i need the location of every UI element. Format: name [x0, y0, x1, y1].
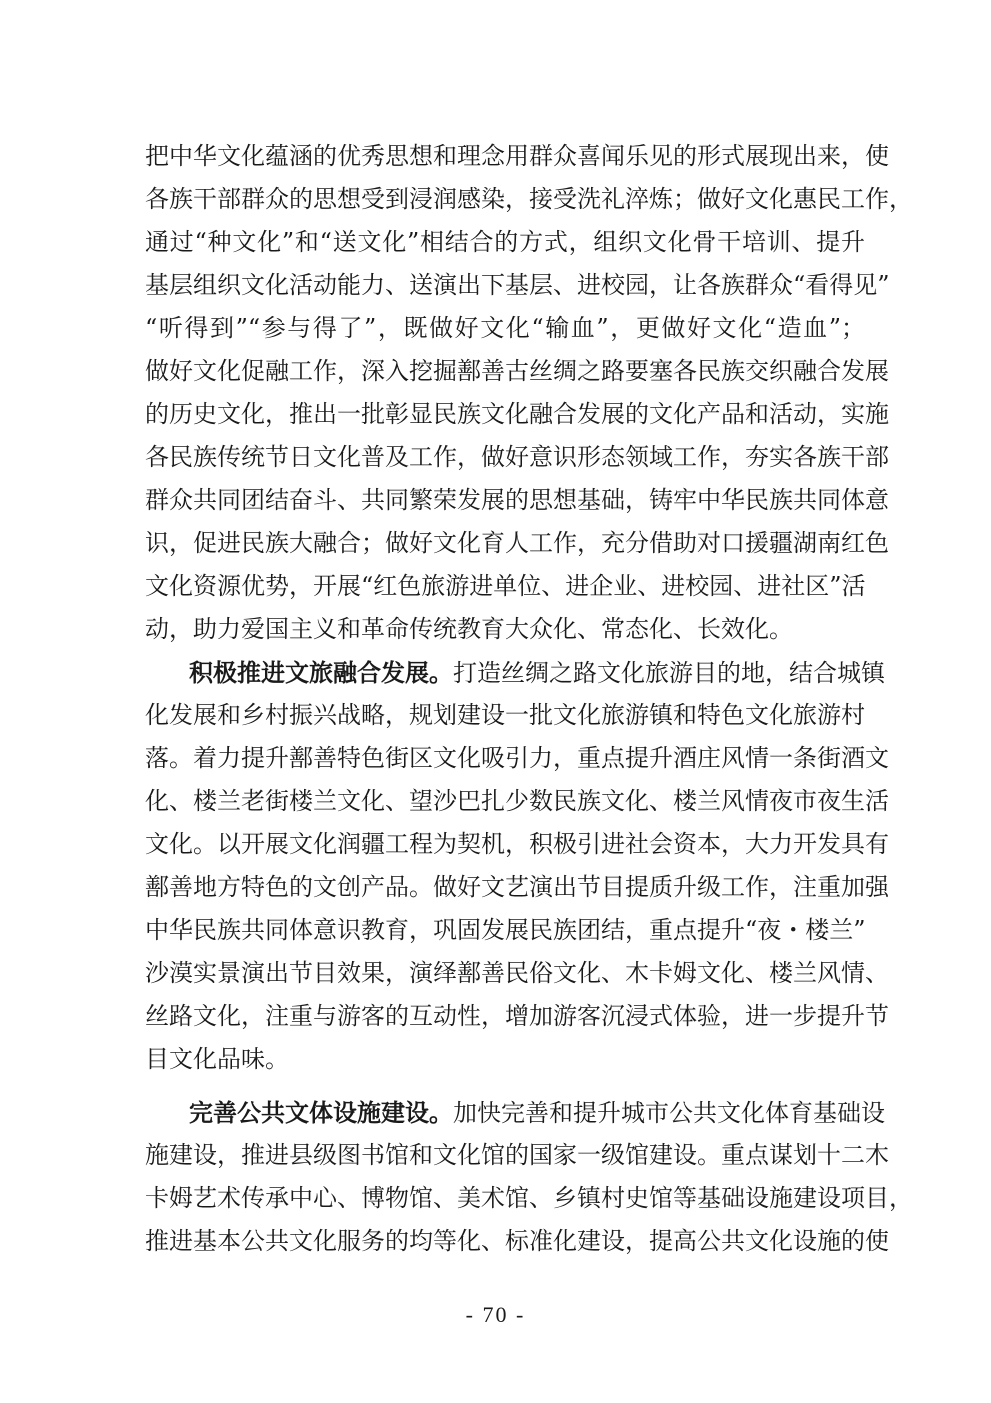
text-line: [145, 1091, 885, 1134]
text-line: 目文化品味。: [145, 1045, 289, 1073]
text-line: 基层组织文化活动能力、送演出下基层、进校园，让各族群众“看得见”: [145, 271, 890, 299]
text-line: 各族干部群众的思想受到浸润感染，接受洗礼淬炼；做好文化惠民工作，: [145, 185, 913, 213]
page-number: - 70 -: [465, 1302, 526, 1327]
body-text: [145, 135, 913, 1263]
section-heading: 完善公共文体设施建设。: [189, 1098, 453, 1127]
text-line: 中华民族共同体意识教育，巩固发展民族团结，重点提升“夜・楼兰”: [145, 916, 866, 944]
text-line: 做好文化促融工作，深入挖掘鄯善古丝绸之路要塞各民族交织融合发展: [145, 357, 889, 385]
text-run: 加快完善和提升城市公共文化体育基础设: [453, 1099, 885, 1127]
paragraph-2: [145, 651, 889, 1081]
text-line: 文化资源优势，开展“红色旅游进单位、进企业、进校园、进社区”活: [145, 572, 866, 600]
paragraph-gap: [145, 1081, 865, 1091]
text-line: 通过“种文化”和“送文化”相结合的方式，组织文化骨干培训、提升: [145, 228, 865, 256]
text-line: 把中华文化蕴涵的优秀思想和理念用群众喜闻乐见的形式展现出来，使: [145, 142, 889, 170]
text-line: 动，助力爱国主义和革命传统教育大众化、常态化、长效化。: [145, 615, 793, 643]
text-line: “听得到”“参与得了”，既做好文化“输血”，更做好文化“造血”；: [145, 314, 865, 342]
text-line: 丝路文化，注重与游客的互动性，增加游客沉浸式体验，进一步提升节: [145, 1002, 889, 1030]
text-line: 识，促进民族大融合；做好文化育人工作，充分借助对口援疆湖南红色: [145, 529, 889, 557]
text-line: [145, 651, 885, 694]
text-line: 沙漠实景演出节目效果，演绎鄯善民俗文化、木卡姆文化、楼兰风情、: [145, 959, 889, 987]
text-line: 的历史文化，推出一批彰显民族文化融合发展的文化产品和活动，实施: [145, 400, 889, 428]
section-heading: 积极推进文旅融合发展。: [189, 658, 453, 687]
text-line: 化发展和乡村振兴战略，规划建设一批文化旅游镇和特色文化旅游村: [145, 701, 865, 729]
text-line: 各民族传统节日文化普及工作，做好意识形态领域工作，夯实各族干部: [145, 443, 889, 471]
text-line: 群众共同团结奋斗、共同繁荣发展的思想基础，铸牢中华民族共同体意: [145, 486, 889, 514]
text-run: 打造丝绸之路文化旅游目的地，结合城镇: [453, 659, 885, 687]
paragraph-3: [145, 1091, 913, 1263]
text-line: 施建设，推进县级图书馆和文化馆的国家一级馆建设。重点谋划十二木: [145, 1141, 889, 1169]
text-line: 文化。以开展文化润疆工程为契机，积极引进社会资本，大力开发具有: [145, 830, 889, 858]
text-line: 鄯善地方特色的文创产品。做好文艺演出节目提质升级工作，注重加强: [145, 873, 889, 901]
text-line: 推进基本公共文化服务的均等化、标准化建设，提高公共文化设施的使: [145, 1227, 889, 1255]
text-line: 卡姆艺术传承中心、博物馆、美术馆、乡镇村史馆等基础设施建设项目，: [145, 1184, 913, 1212]
paragraph-1: [145, 135, 913, 651]
text-line: 化、楼兰老街楼兰文化、望沙巴扎少数民族文化、楼兰风情夜市夜生活: [145, 787, 889, 815]
text-line: 落。着力提升鄯善特色街区文化吸引力，重点提升酒庄风情一条街酒文: [145, 744, 889, 772]
